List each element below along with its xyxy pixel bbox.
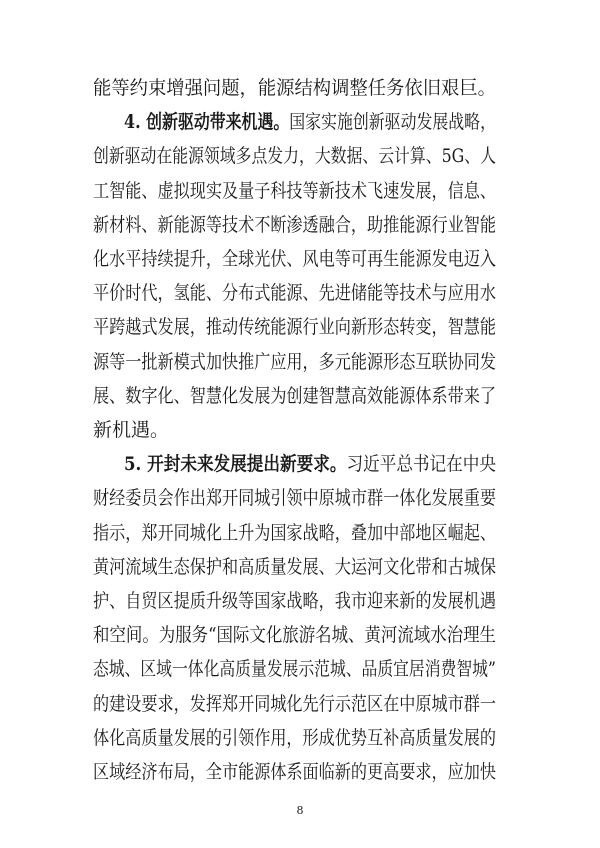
line-text: 源等一批新模式加快推广应用，多元能源形态互联协同发: [93, 350, 496, 373]
line-content: [93, 213, 496, 237]
paragraph-line: [93, 418, 496, 442]
line-content: [93, 315, 496, 339]
paragraph-line: [93, 692, 496, 716]
line-text: 新机遇。: [93, 419, 170, 441]
paragraph-line: [93, 384, 496, 408]
paragraph-line: [93, 315, 496, 339]
line-content: [124, 110, 496, 134]
line-text: 财经委员会作出郑开同城引领中原城市群一体化发展重要: [93, 487, 496, 510]
paragraph-line: [93, 521, 496, 545]
line-content: [93, 486, 496, 510]
paragraph-line: [93, 486, 496, 510]
line-content: [93, 657, 496, 681]
paragraph-line: [93, 281, 496, 305]
page-number: 8: [296, 804, 304, 817]
line-text: 平价时代，氢能、分布式能源、先进储能等技术与应用水: [93, 282, 496, 305]
line-content: [93, 692, 496, 716]
line-text: 创新驱动在能源领域多点发力，大数据、云计算、5G、人: [93, 145, 496, 168]
paragraph-line: [93, 657, 496, 681]
line-text: 化水平持续提升，全球光伏、风电等可再生能源发电迈入: [93, 248, 496, 270]
section-heading: 4. 创新驱动带来机遇。: [124, 111, 290, 134]
paragraph-line: [93, 76, 496, 100]
line-content: [93, 623, 496, 647]
line-content: [93, 589, 496, 613]
line-text: 的建设要求，发挥郑开同城化先行示范区在中原城市群一: [93, 692, 496, 715]
line-text: 国家实施创新驱动发展战略，: [289, 111, 496, 134]
line-content: [93, 418, 169, 442]
line-content: [93, 281, 496, 305]
section-heading-line: [124, 452, 496, 476]
line-content: [93, 247, 496, 271]
line-text: 区域经济布局，全市能源体系面临新的更高要求，应加快: [93, 761, 496, 783]
line-content: [93, 384, 496, 408]
paragraph-line: [93, 350, 496, 374]
paragraph-line: [93, 726, 496, 750]
paragraph-line: [93, 144, 496, 168]
paragraph-line: [93, 760, 496, 784]
paragraph-line: [93, 589, 496, 613]
line-content: [93, 179, 496, 203]
line-text: 工智能、虚拟现实及量子科技等新技术飞速发展，信息、: [93, 179, 496, 202]
line-text: 护、自贸区提质升级等国家战略，我市迎来新的发展机遇: [93, 590, 496, 612]
section-heading: 5. 开封未来发展提出新要求。: [124, 453, 347, 476]
line-text: 黄河流域生态保护和高质量发展、大运河文化带和古城保: [93, 555, 496, 578]
line-content: [93, 726, 496, 750]
line-text: 展、数字化、智慧化发展为创建智慧高效能源体系带来了: [93, 384, 496, 407]
section-heading-line: [124, 110, 496, 134]
line-content: [93, 350, 496, 374]
paragraph-line: [93, 623, 496, 647]
line-text: 指示，郑开同城化上升为国家战略，叠加中部地区崛起、: [93, 521, 496, 544]
line-content: [93, 760, 496, 784]
line-text: 体化高质量发展的引领作用，形成优势互补高质量发展的: [93, 726, 496, 749]
line-text: 平跨越式发展，推动传统能源行业向新形态转变，智慧能: [93, 316, 496, 339]
line-text: 能等约束增强问题，能源结构调整任务依旧艰巨。: [93, 77, 496, 99]
line-text: 习近平总书记在中央: [346, 453, 496, 476]
line-content: [93, 521, 496, 545]
paragraph-line: [93, 179, 496, 203]
paragraph-line: [93, 213, 496, 237]
line-text: 新材料、新能源等技术不断渗透融合，助推能源行业智能: [93, 213, 496, 236]
line-content: [93, 76, 496, 100]
line-content: [124, 452, 496, 476]
line-text: 态城、区域一体化高质量发展示范城、品质宜居消费智城”: [93, 658, 496, 681]
paragraph-line: [93, 555, 496, 579]
line-content: [93, 555, 496, 579]
line-text: 和空间。为服务“国际文化旅游名城、黄河流域水治理生: [93, 624, 496, 647]
line-content: [93, 144, 496, 168]
paragraph-line: [93, 247, 496, 271]
